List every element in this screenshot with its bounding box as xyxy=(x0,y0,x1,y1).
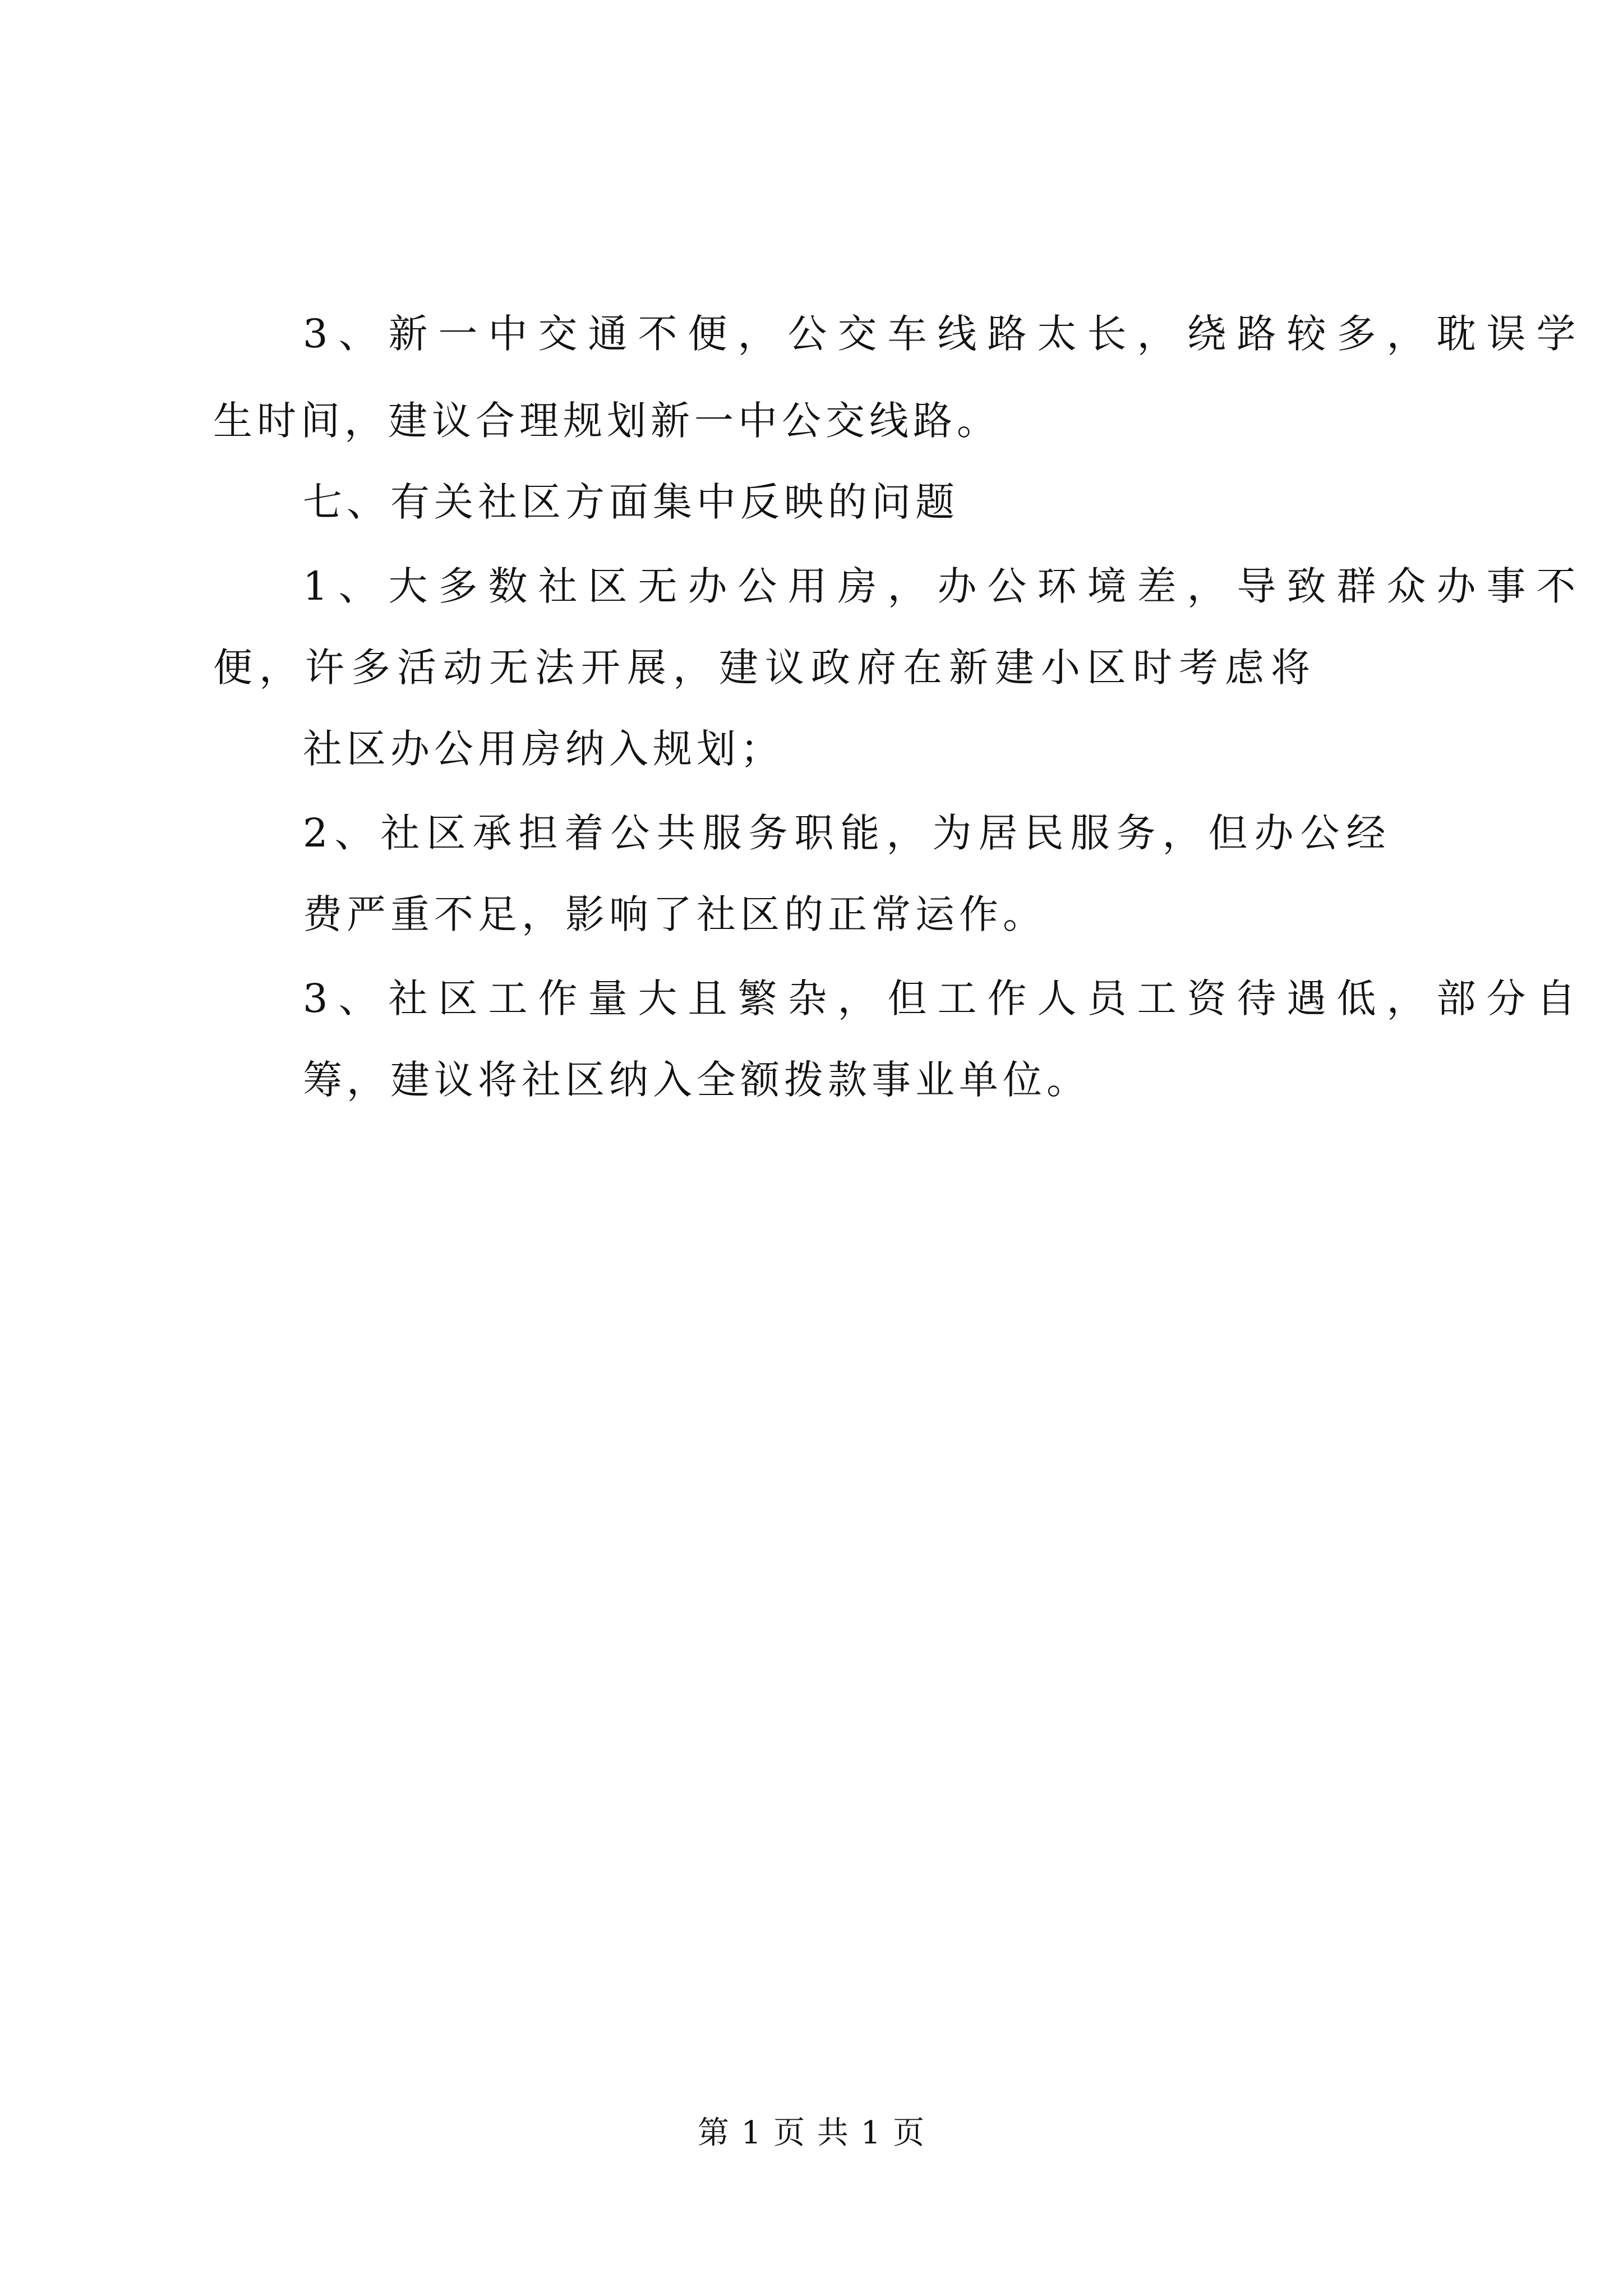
page-number-footer: 第 1 页 共 1 页 xyxy=(697,2115,926,2151)
text-line: 便，许多活动无法开展，建议政府在新建小区时考虑将 xyxy=(213,645,1317,691)
text-line: 2、社区承担着公共服务职能，为居民服务，但办公经 xyxy=(303,810,1393,856)
text-line: 社区办公用房纳入规划； xyxy=(303,726,784,772)
text-line: 费严重不足，影响了社区的正常运作。 xyxy=(303,891,1046,937)
section-heading: 七、有关社区方面集中反映的问题 xyxy=(303,479,959,525)
text-line: 3、新一中交通不便，公交车线路太长，绕路较多，耽误学 xyxy=(303,311,1587,357)
text-line: 3、社区工作量大且繁杂，但工作人员工资待遇低，部分自 xyxy=(303,976,1587,1022)
text-line: 筹，建议将社区纳入全额拨款事业单位。 xyxy=(303,1057,1090,1103)
text-line: 1、大多数社区无办公用房，办公环境差，导致群众办事不 xyxy=(303,563,1587,609)
text-line: 生时间，建议合理规划新一中公交线路。 xyxy=(213,398,1000,444)
